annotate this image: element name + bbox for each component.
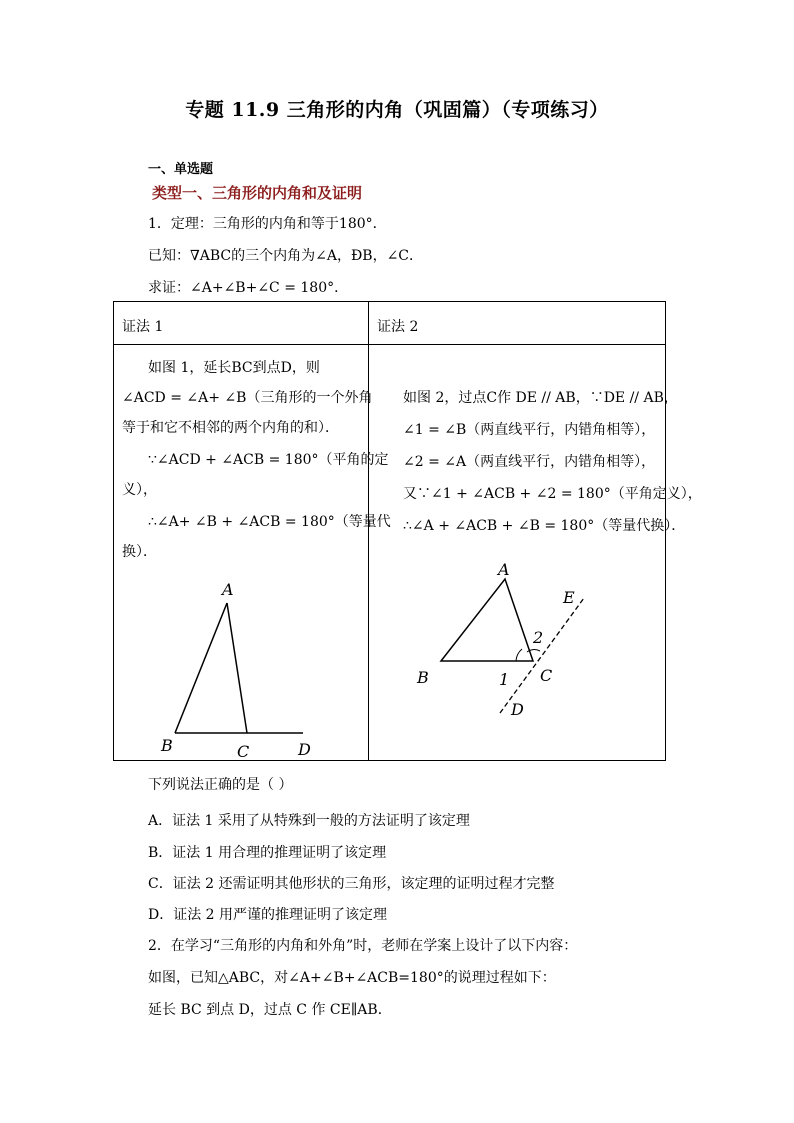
proof2-header-cell <box>369 302 666 345</box>
proof1-line: 换）． <box>122 544 157 560</box>
fig1-label-b: B <box>161 736 173 755</box>
type-heading: 类型一、三角形的内角和及证明 <box>152 184 363 202</box>
proof2-line: 又∵∠1 + ∠ACB + ∠2 = 180°（平角定义）， <box>403 486 702 502</box>
proof1-line: ∵∠ACD + ∠ACB = 180°（平角的定 <box>148 452 389 468</box>
q2-line-3: 延长 BC 到点 D，过点 C 作 CE∥AB． <box>148 1002 392 1018</box>
proof1-line: 义）， <box>122 482 157 498</box>
fig1-label-a: A <box>222 580 234 599</box>
proof1-line: 如图 1，延长BC到点D，则 <box>148 360 320 376</box>
proof2-line: ∠1 = ∠B（两直线平行，内错角相等）， <box>403 422 656 438</box>
q1-prove: 求证：∠A+∠B+∠C = 180°． <box>148 280 349 296</box>
q1-option-b: B．证法 1 用合理的推理证明了该定理 <box>148 845 387 861</box>
page-title: 专题 11.9 三角形的内角（巩固篇）（专项练习） <box>185 99 609 121</box>
figure-1 <box>114 573 368 763</box>
q1-theorem: 1．定理：三角形的内角和等于180°． <box>148 216 387 232</box>
fig2-angle-1-label: 1 <box>499 670 510 689</box>
fig2-label-c: C <box>540 666 553 685</box>
fig1-label-d: D <box>298 740 311 759</box>
proof2-cell <box>369 345 702 761</box>
q2-line-1: 2．在学习“三角形的内角和外角”时，老师在学案上设计了以下内容： <box>148 938 578 954</box>
fig2-label-e: E <box>563 588 575 607</box>
segment-ac <box>227 603 247 733</box>
q1-option-c: C．证法 2 还需证明其他形状的三角形，该定理的证明过程才完整 <box>148 876 555 892</box>
proof2-line: ∠2 = ∠A（两直线平行，内错角相等）， <box>403 454 656 470</box>
line-de <box>500 598 584 713</box>
section-heading: 一、单选题 <box>148 162 214 177</box>
q2-line-2: 如图，已知△ABC，对∠A+∠B+∠ACB=180°的说理过程如下： <box>148 970 556 986</box>
q1-option-d: D．证法 2 用严谨的推理证明了该定理 <box>148 907 388 923</box>
angle-1-arc <box>516 649 522 661</box>
proof1-header: 证法 1 <box>122 319 164 335</box>
proof2-header: 证法 2 <box>377 319 419 335</box>
fig2-label-a: A <box>498 560 510 579</box>
fig1-label-c: C <box>237 742 250 761</box>
segment-ab <box>175 603 227 733</box>
fig2-label-d: D <box>511 700 524 719</box>
proof2-line: 如图 2，过点C作 DE // AB，∵DE // AB， <box>403 390 678 406</box>
fig2-label-b: B <box>417 668 429 687</box>
proof1-line: ∠ACD = ∠A+ ∠B（三角形的一个外角 <box>122 390 373 406</box>
proof1-line: 等于和它不相邻的两个内角的和）． <box>122 420 339 436</box>
proof2-line: ∴∠A + ∠ACB + ∠B = 180°（等量代换）． <box>403 518 686 534</box>
q1-option-a: A．证法 1 采用了从特殊到一般的方法证明了该定理 <box>148 813 470 829</box>
triangle-abc <box>441 579 533 661</box>
proof1-cell <box>114 345 391 761</box>
proof-table <box>113 301 702 761</box>
q1-given: 已知：∇ABC的三个内角为∠A，ÐB，∠C． <box>148 248 424 264</box>
fig2-angle-2-label: 2 <box>533 628 544 647</box>
q1-question: 下列说法正确的是（ ） <box>148 777 293 793</box>
figure-2 <box>369 555 667 735</box>
proof1-line: ∴∠A+ ∠B + ∠ACB = 180°（等量代 <box>148 514 391 530</box>
proof1-header-cell <box>114 302 369 345</box>
